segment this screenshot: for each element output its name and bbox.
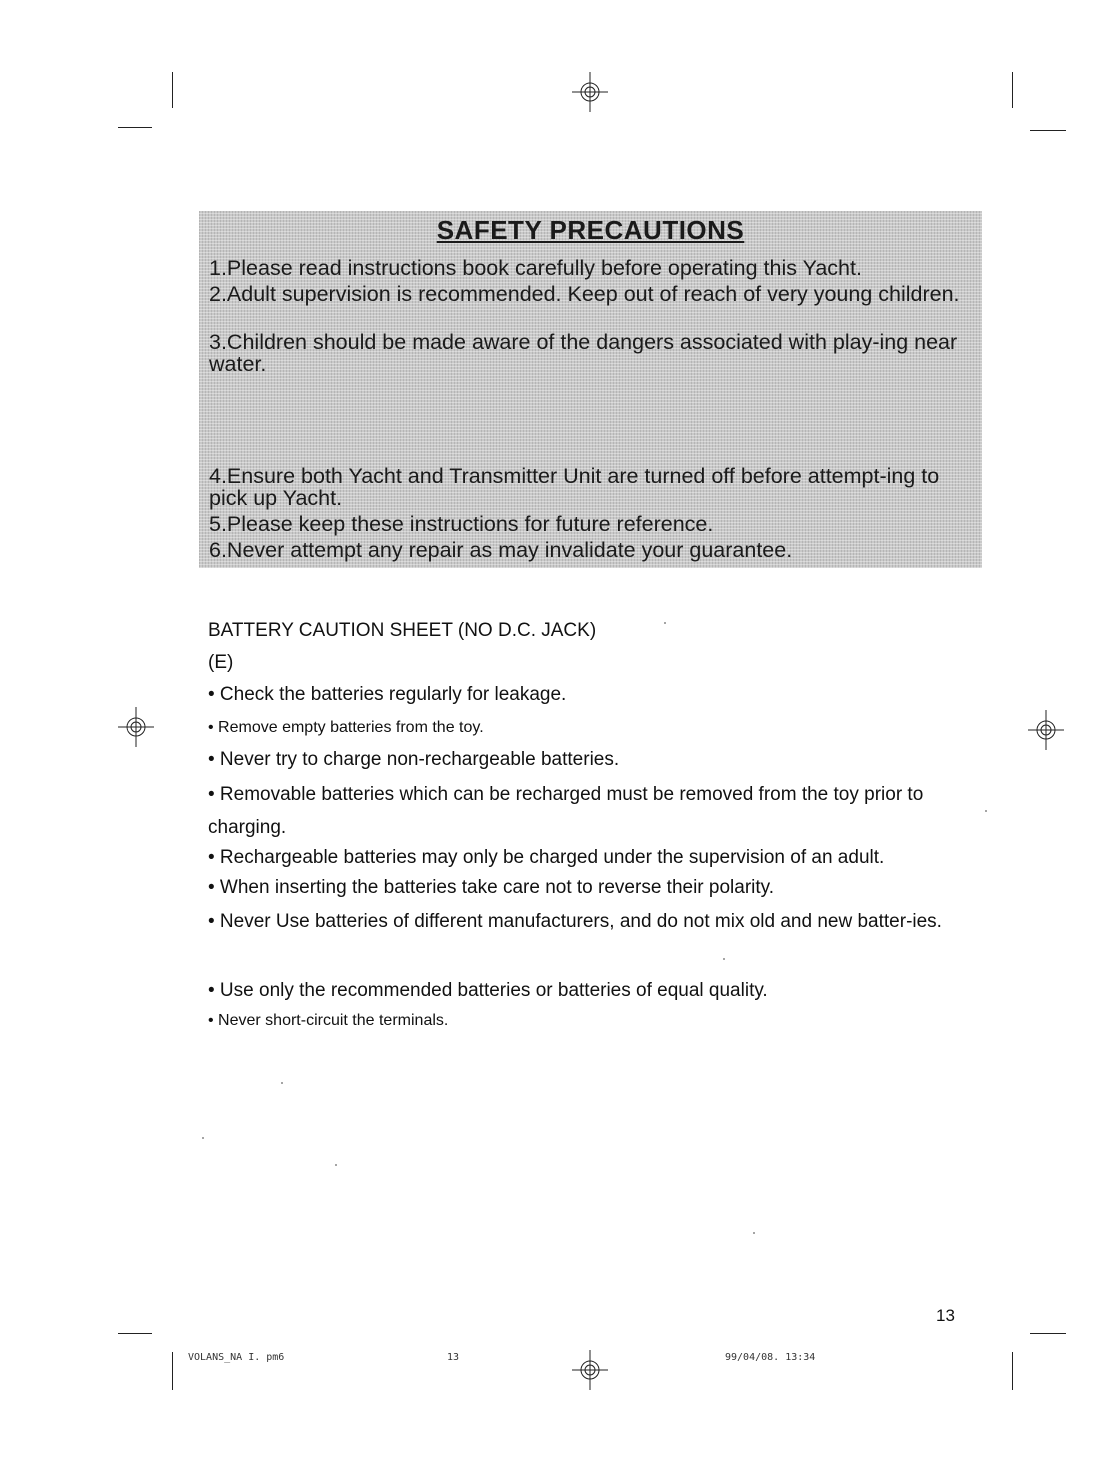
battery-heading: BATTERY CAUTION SHEET (NO D.C. JACK)	[208, 620, 597, 641]
safety-item-1: 1.Please read instructions book carefully before operating this Yacht.	[209, 256, 862, 280]
battery-item: • Never short-circuit the terminals.	[208, 1012, 449, 1029]
battery-item: • Rechargeable batteries may only be charged under the supervision of an adult.	[208, 847, 885, 868]
battery-item: • Check the batteries regularly for leakage.	[208, 684, 567, 705]
crop-mark-top-left-vertical	[172, 72, 173, 108]
safety-item-6: 6.Never attempt any repair as may invalidate your guarantee.	[209, 538, 793, 562]
battery-item: • Remove empty batteries from the toy.	[208, 719, 484, 736]
registration-mark-top-icon	[570, 72, 610, 112]
battery-lang-code: (E)	[208, 652, 234, 673]
scan-speck	[202, 1137, 204, 1139]
crop-mark-top-left-horizontal	[118, 127, 152, 128]
safety-item-5: 5.Please keep these instructions for future reference.	[209, 512, 714, 536]
battery-item: • Never try to charge non-rechargeable batteries.	[208, 749, 620, 770]
footer-page: 13	[447, 1352, 460, 1363]
crop-mark-bottom-left-vertical	[172, 1352, 173, 1390]
registration-mark-bottom-icon	[570, 1350, 610, 1390]
scan-speck	[753, 1232, 755, 1234]
footer-datetime: 99/04/08. 13:34	[725, 1352, 816, 1363]
scan-speck	[335, 1164, 337, 1166]
battery-item: • When inserting the batteries take care not to reverse their polarity.	[208, 877, 775, 898]
safety-title: SAFETY PRECAUTIONS	[436, 215, 745, 245]
battery-item: • Removable batteries which can be recharged must be removed from the toy prior to charging.	[208, 784, 924, 838]
crop-mark-bottom-right-vertical	[1012, 1352, 1013, 1390]
crop-mark-bottom-left-horizontal	[118, 1333, 152, 1334]
scan-speck	[281, 1082, 283, 1084]
footer-filename: VOLANS_NA I. pm6	[188, 1352, 285, 1363]
registration-mark-right-icon	[1026, 710, 1066, 750]
page-number: 13	[936, 1306, 955, 1325]
scan-speck	[723, 958, 725, 960]
crop-mark-top-right-vertical	[1012, 72, 1013, 108]
safety-precautions-box	[199, 211, 982, 568]
scan-speck	[985, 810, 987, 812]
battery-item: • Use only the recommended batteries or batteries of equal quality.	[208, 980, 768, 1001]
safety-item-2: 2.Adult supervision is recommended. Keep out of reach of very young children.	[209, 282, 960, 306]
crop-mark-top-right-horizontal	[1030, 130, 1066, 131]
scan-speck	[664, 622, 666, 624]
battery-item: • Never Use batteries of different manufacturers, and do not mix old and new batter-ies.	[208, 911, 942, 932]
safety-item-3: 3.Children should be made aware of the dangers associated with play-ing near water.	[209, 330, 958, 376]
safety-item-4: 4.Ensure both Yacht and Transmitter Unit are turned off before attempt-ing to pick up Yacht.	[209, 464, 940, 510]
crop-mark-bottom-right-horizontal	[1030, 1333, 1066, 1334]
registration-mark-left-icon	[116, 707, 156, 747]
